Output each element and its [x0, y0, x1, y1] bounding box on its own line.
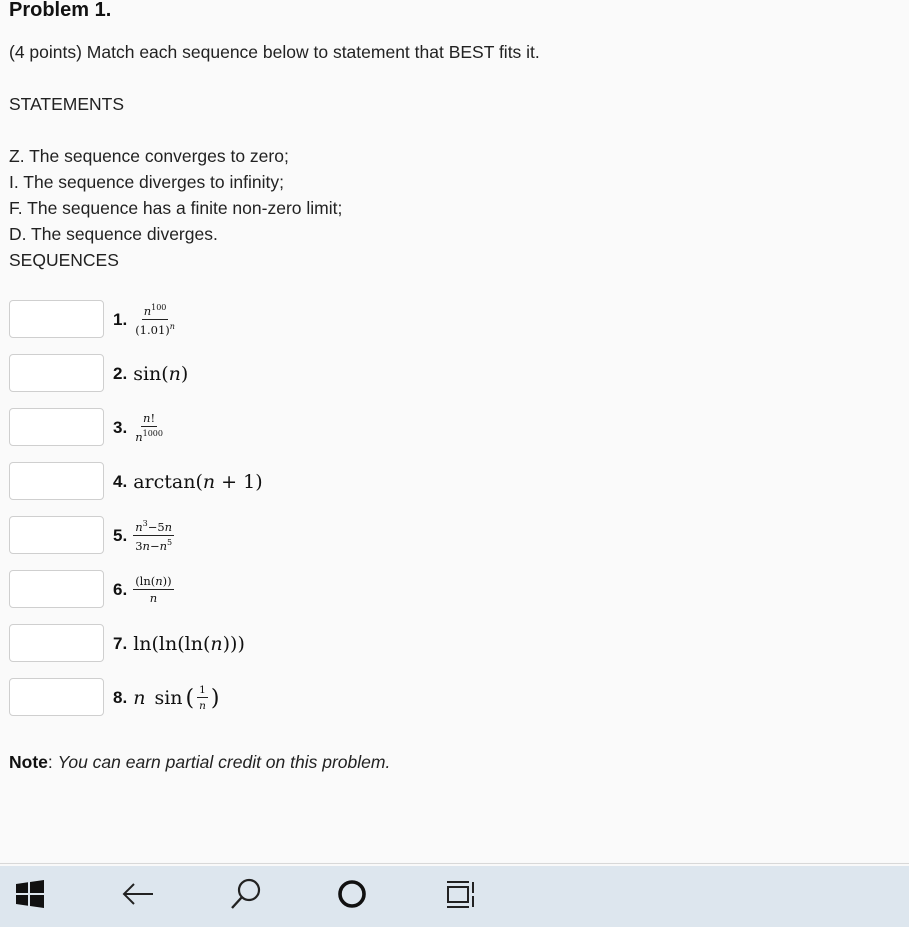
task-view-button[interactable]: [432, 866, 492, 927]
task-view-icon: [445, 879, 479, 914]
partial-credit-note: Note: You can earn partial credit on this problem.: [9, 752, 391, 772]
sequence-row-7: [9, 624, 609, 664]
sequence-number: 2.: [113, 364, 128, 383]
taskbar-divider: [0, 863, 909, 864]
sequence-row-6: [9, 570, 609, 610]
problem-instructions: (4 points) Match each sequence below to statement that BEST fits it.: [9, 42, 540, 62]
answer-input-3[interactable]: [9, 408, 104, 446]
statement-d: D. The sequence diverges.: [9, 224, 218, 244]
note-text: You can earn partial credit on this problem.: [57, 752, 391, 772]
sequence-number: 8.: [113, 688, 128, 707]
sequence-number: 3.: [113, 418, 128, 437]
answer-input-6[interactable]: [9, 570, 104, 608]
sequence-8: [113, 678, 220, 718]
search-button[interactable]: [216, 866, 276, 927]
start-button[interactable]: [0, 866, 60, 927]
sequence-formula: $\frac{n^{100}}{(1.01)^n}$: [135, 302, 175, 337]
sequence-formula: ln(ln(ln(n))): [133, 633, 245, 655]
sequence-formula: sin(n): [133, 363, 189, 385]
sequence-4: [113, 462, 263, 502]
sequence-row-4: [9, 462, 609, 502]
sequence-row-3: [9, 408, 609, 448]
answer-input-2[interactable]: [9, 354, 104, 392]
sequence-number: 6.: [113, 580, 128, 599]
search-icon: [229, 877, 263, 916]
sequence-row-1: [9, 300, 609, 340]
sequence-2: [113, 354, 188, 394]
cortana-button[interactable]: [322, 866, 382, 927]
cortana-icon: [336, 878, 368, 915]
back-arrow-icon: [121, 882, 155, 911]
sequence-3: [113, 408, 165, 448]
statement-f: F. The sequence has a finite non-zero limit;: [9, 198, 343, 218]
sequence-formula: $\frac{(\ln(n))}{n}$: [135, 573, 172, 605]
sequence-row-5: [9, 516, 609, 556]
sequence-5: [113, 516, 174, 556]
sequence-number: 7.: [113, 634, 128, 653]
sequence-formula: $\frac{n!}{n^{1000}}$: [135, 410, 163, 444]
answer-input-8[interactable]: [9, 678, 104, 716]
note-label: Note: [9, 752, 48, 772]
sequence-row-2: [9, 354, 609, 394]
sequences-heading: SEQUENCES: [9, 250, 119, 270]
windows-start-icon: [15, 879, 45, 914]
answer-input-4[interactable]: [9, 462, 104, 500]
statement-i: I. The sequence diverges to infinity;: [9, 172, 284, 192]
sequence-formula: $\frac{n^3-5n}{3n-n^5}$: [135, 518, 173, 553]
sequence-formula: arctan(n + 1): [133, 471, 263, 493]
windows-taskbar: [0, 866, 909, 927]
sequence-7: [113, 624, 245, 664]
answer-input-1[interactable]: [9, 300, 104, 338]
statement-z: Z. The sequence converges to zero;: [9, 146, 289, 166]
sequence-6: [113, 570, 174, 610]
sequence-number: 5.: [113, 526, 128, 545]
back-button[interactable]: [108, 866, 168, 927]
problem-title: Problem 1.: [9, 0, 112, 21]
answer-input-7[interactable]: [9, 624, 104, 662]
sequence-row-8: [9, 678, 609, 718]
sequence-1: [113, 300, 177, 340]
statements-heading: STATEMENTS: [9, 94, 125, 114]
sequence-number: 1.: [113, 310, 128, 329]
answer-input-5[interactable]: [9, 516, 104, 554]
sequence-number: 4.: [113, 472, 128, 491]
sequence-formula: n sin ( $\frac{1}{n}$ ): [133, 683, 220, 712]
